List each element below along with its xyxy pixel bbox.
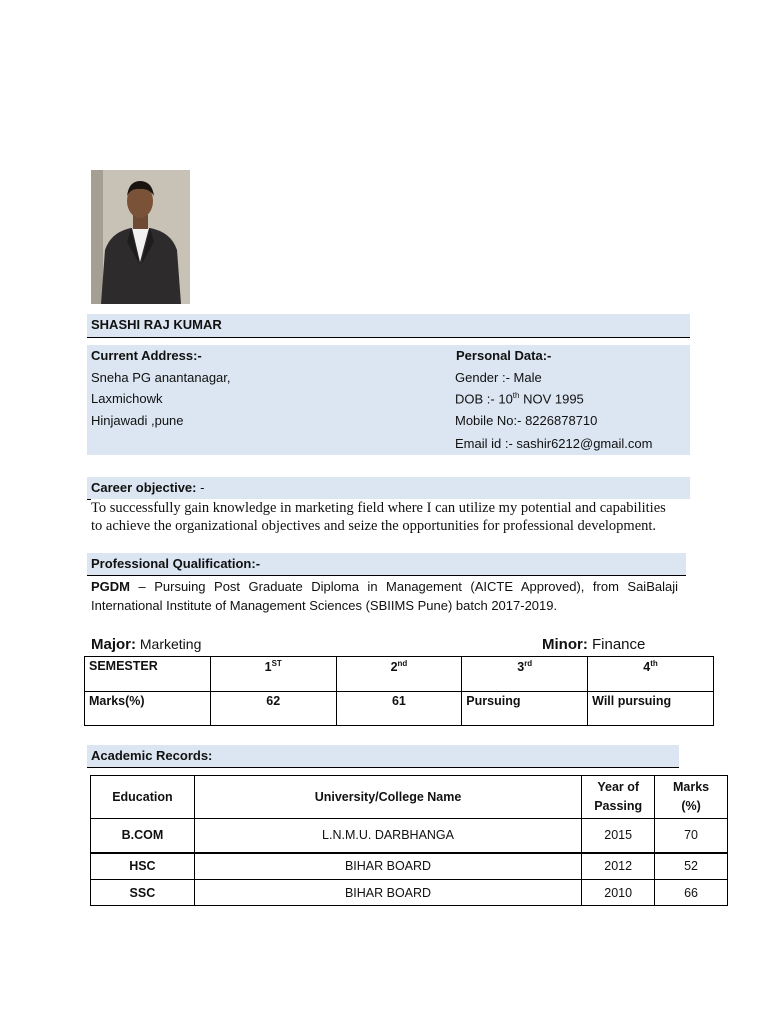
table-cell: Will pursuing <box>588 692 714 726</box>
table-cell: SEMESTER <box>85 657 211 692</box>
table-header: University/College Name <box>194 776 581 819</box>
table-header: Education <box>91 776 195 819</box>
table-cell: Marks(%) <box>85 692 211 726</box>
email-text: Email id :- sashir6212@gmail.com <box>455 436 653 451</box>
table-row <box>91 853 728 880</box>
table-row <box>91 880 728 906</box>
address-line: Laxmichowk <box>91 391 163 406</box>
semester-table <box>84 656 714 726</box>
table-cell: B.COM <box>91 819 195 853</box>
dob-text: DOB :- 10th NOV 1995 <box>455 391 584 407</box>
major-text: Major: Marketing <box>91 636 202 653</box>
career-line: To successfully gain knowledge in marketing field where I can utilize my potential and capabilities <box>91 500 666 516</box>
mobile-text: Mobile No:- 8226878710 <box>455 413 598 428</box>
table-cell: Pursuing <box>462 692 588 726</box>
table-cell: 3rd <box>462 657 588 692</box>
table-cell: 66 <box>655 880 728 906</box>
table-row <box>85 657 714 692</box>
divider <box>87 767 679 768</box>
career-heading: Career objective: - <box>91 480 205 495</box>
table-cell: 61 <box>336 692 462 726</box>
career-line: to achieve the organizational objectives and seize the opportunities for professional development. <box>91 518 657 534</box>
academic-heading: Academic Records: <box>91 748 213 763</box>
profile-photo <box>91 170 190 304</box>
divider <box>87 337 690 338</box>
table-cell: 2nd <box>336 657 462 692</box>
table-cell: SSC <box>91 880 195 906</box>
address-heading: Current Address:- <box>91 348 202 363</box>
table-cell: 2015 <box>582 819 655 853</box>
table-row <box>85 692 714 726</box>
table-cell: 70 <box>655 819 728 853</box>
table-cell: 1ST <box>210 657 336 692</box>
table-cell: 2012 <box>582 853 655 880</box>
academic-table <box>90 775 728 906</box>
minor-text: Minor: Finance <box>542 636 646 653</box>
table-cell: BIHAR BOARD <box>194 853 581 880</box>
pgdm-line-1: PGDM – Pursuing Post Graduate Diploma in Management (AICTE Approved), from SaiBalaji <box>91 579 678 594</box>
professional-heading: Professional Qualification:- <box>91 556 261 571</box>
address-line: Sneha PG anantanagar, <box>91 370 231 385</box>
table-header: Marks (%) <box>655 776 728 819</box>
divider <box>87 575 686 576</box>
table-header: Year of Passing <box>582 776 655 819</box>
candidate-name: SHASHI RAJ KUMAR <box>91 317 222 332</box>
table-cell: 52 <box>655 853 728 880</box>
address-line: Hinjawadi ,pune <box>91 413 184 428</box>
personal-heading: Personal Data:- <box>456 348 552 363</box>
table-cell: HSC <box>91 853 195 880</box>
table-cell: 62 <box>210 692 336 726</box>
table-cell: 4th <box>588 657 714 692</box>
gender-text: Gender :- Male <box>455 370 542 385</box>
career-objective-text <box>91 499 691 535</box>
table-cell: L.N.M.U. DARBHANGA <box>194 819 581 853</box>
table-row <box>91 819 728 853</box>
table-cell: 2010 <box>582 880 655 906</box>
person-portrait <box>91 170 190 304</box>
table-row <box>91 776 728 819</box>
table-cell: BIHAR BOARD <box>194 880 581 906</box>
pgdm-line-2: International Institute of Management Sciences (SBIIMS Pune) batch 2017-2019. <box>91 598 558 613</box>
